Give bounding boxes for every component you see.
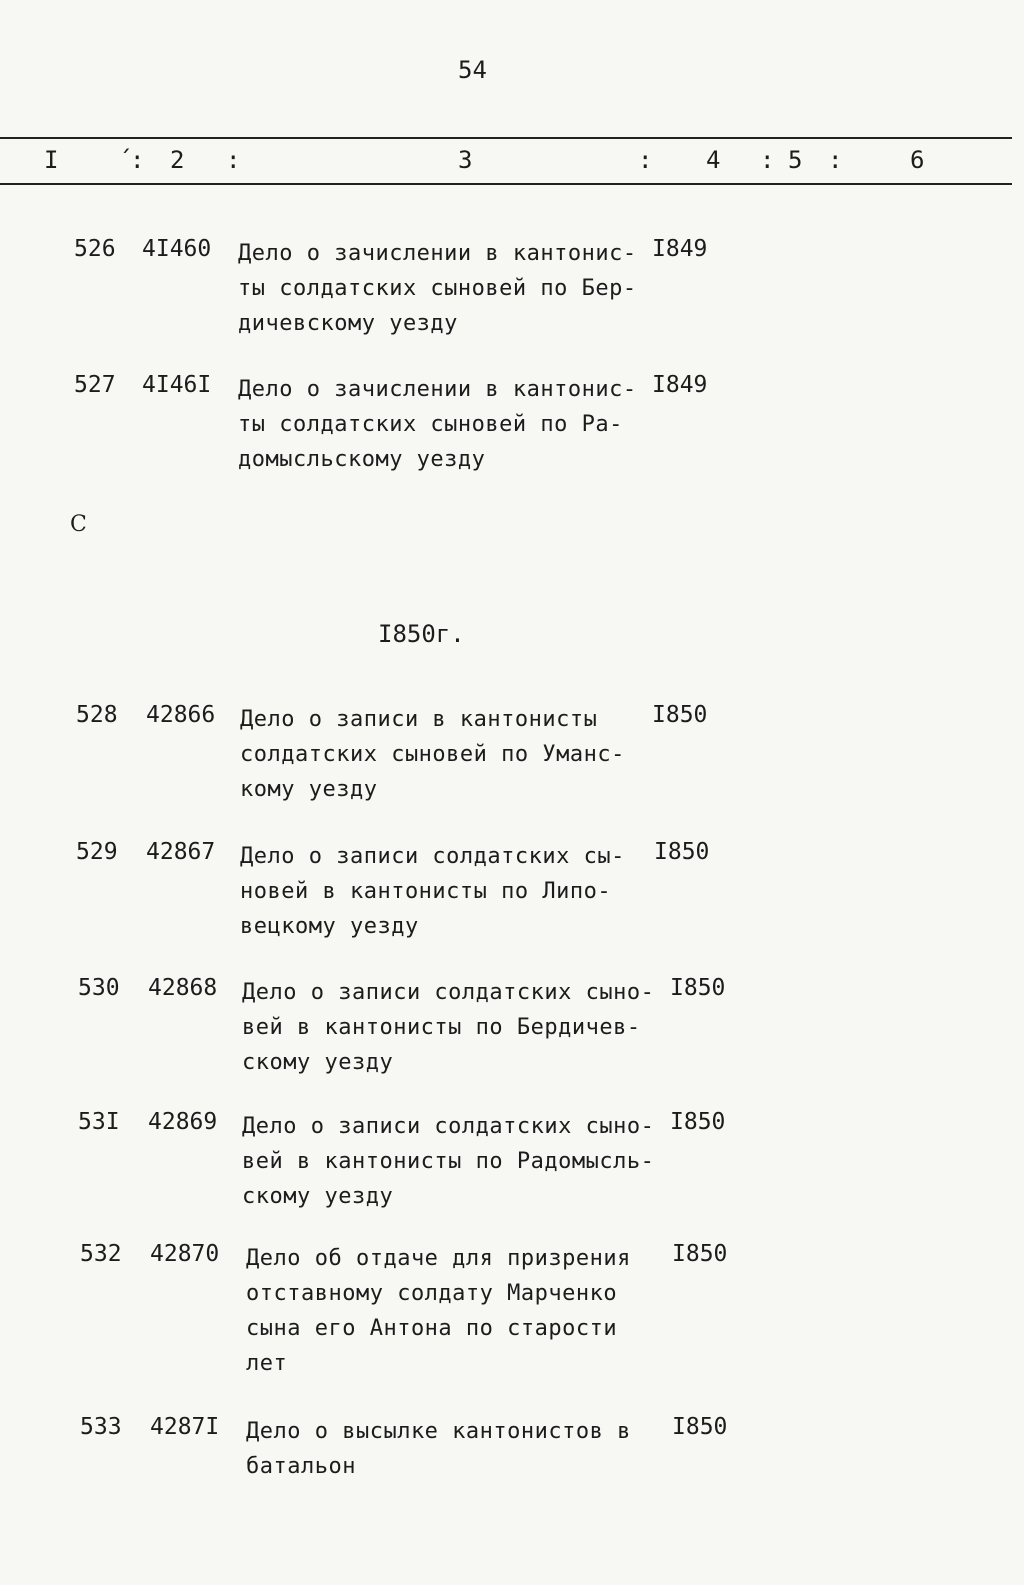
- column-separator: :: [638, 146, 653, 174]
- margin-mark: C: [70, 512, 87, 537]
- entry-number: 529: [76, 839, 118, 865]
- entry-title: Дело о записи в кантонисты солдатских сыновей по Уманс- кому уезду: [240, 707, 625, 802]
- entry-title: Дело об отдаче для призрения отставному солдату Марченко сына его Антона по старости лет: [246, 1246, 631, 1376]
- entry-number: 53I: [78, 1109, 120, 1135]
- entry-year: I850: [672, 1414, 728, 1440]
- inventory-number: 4287I: [150, 1414, 220, 1440]
- column-header-1: I: [44, 146, 59, 174]
- column-header-6: 6: [910, 146, 925, 174]
- inventory-number: 4I46I: [142, 372, 212, 398]
- column-header-3: 3: [458, 146, 473, 174]
- column-separator: :: [828, 146, 843, 174]
- column-header-4: 4: [706, 146, 721, 174]
- entry-title: Дело о записи солдатских сыно- вей в кантонисты по Радомысль- скому уезду: [242, 1114, 655, 1209]
- entry-number: 526: [74, 236, 116, 262]
- entry-year: I850: [670, 1109, 726, 1135]
- inventory-number: 42868: [148, 975, 218, 1001]
- column-separator: :: [226, 146, 241, 174]
- entry-year: I850: [672, 1241, 728, 1267]
- entry-number: 530: [78, 975, 120, 1001]
- inventory-number: 42870: [150, 1241, 220, 1267]
- entry-year: I850: [654, 839, 710, 865]
- inventory-number: 42866: [146, 702, 216, 728]
- entry-title: Дело о записи солдатских сыно- вей в кантонисты по Бердичев- скому уезду: [242, 980, 655, 1075]
- entry-title: Дело о высылке кантонистов в батальон: [246, 1419, 631, 1479]
- column-header-2: 2: [170, 146, 185, 174]
- entry-year: I849: [652, 236, 708, 262]
- entry-year: I850: [652, 702, 708, 728]
- inventory-number: 42869: [148, 1109, 218, 1135]
- entry-title: Дело о записи солдатских сы- новей в кантонисты по Липо- вецкому уезду: [240, 844, 625, 939]
- year-section-heading: I850г.: [378, 620, 465, 648]
- entry-title: Дело о зачислении в кантонис- ты солдатских сыновей по Бер- дичевскому уезду: [238, 241, 637, 336]
- page-number: 54: [458, 56, 487, 84]
- entry-number: 528: [76, 702, 118, 728]
- entry-number: 533: [80, 1414, 122, 1440]
- entry-year: I849: [652, 372, 708, 398]
- inventory-number: 42867: [146, 839, 216, 865]
- header-top-rule: [0, 137, 1012, 139]
- header-bottom-rule: [0, 183, 1012, 185]
- entry-title: Дело о зачислении в кантонис- ты солдатских сыновей по Ра- домысльскому уезду: [238, 377, 637, 472]
- tick-mark: ´: [118, 146, 133, 174]
- entry-number: 527: [74, 372, 116, 398]
- entry-number: 532: [80, 1241, 122, 1267]
- column-separator: :: [130, 146, 145, 174]
- inventory-number: 4I460: [142, 236, 212, 262]
- column-header-5: 5: [788, 146, 803, 174]
- column-separator: :: [760, 146, 775, 174]
- entry-year: I850: [670, 975, 726, 1001]
